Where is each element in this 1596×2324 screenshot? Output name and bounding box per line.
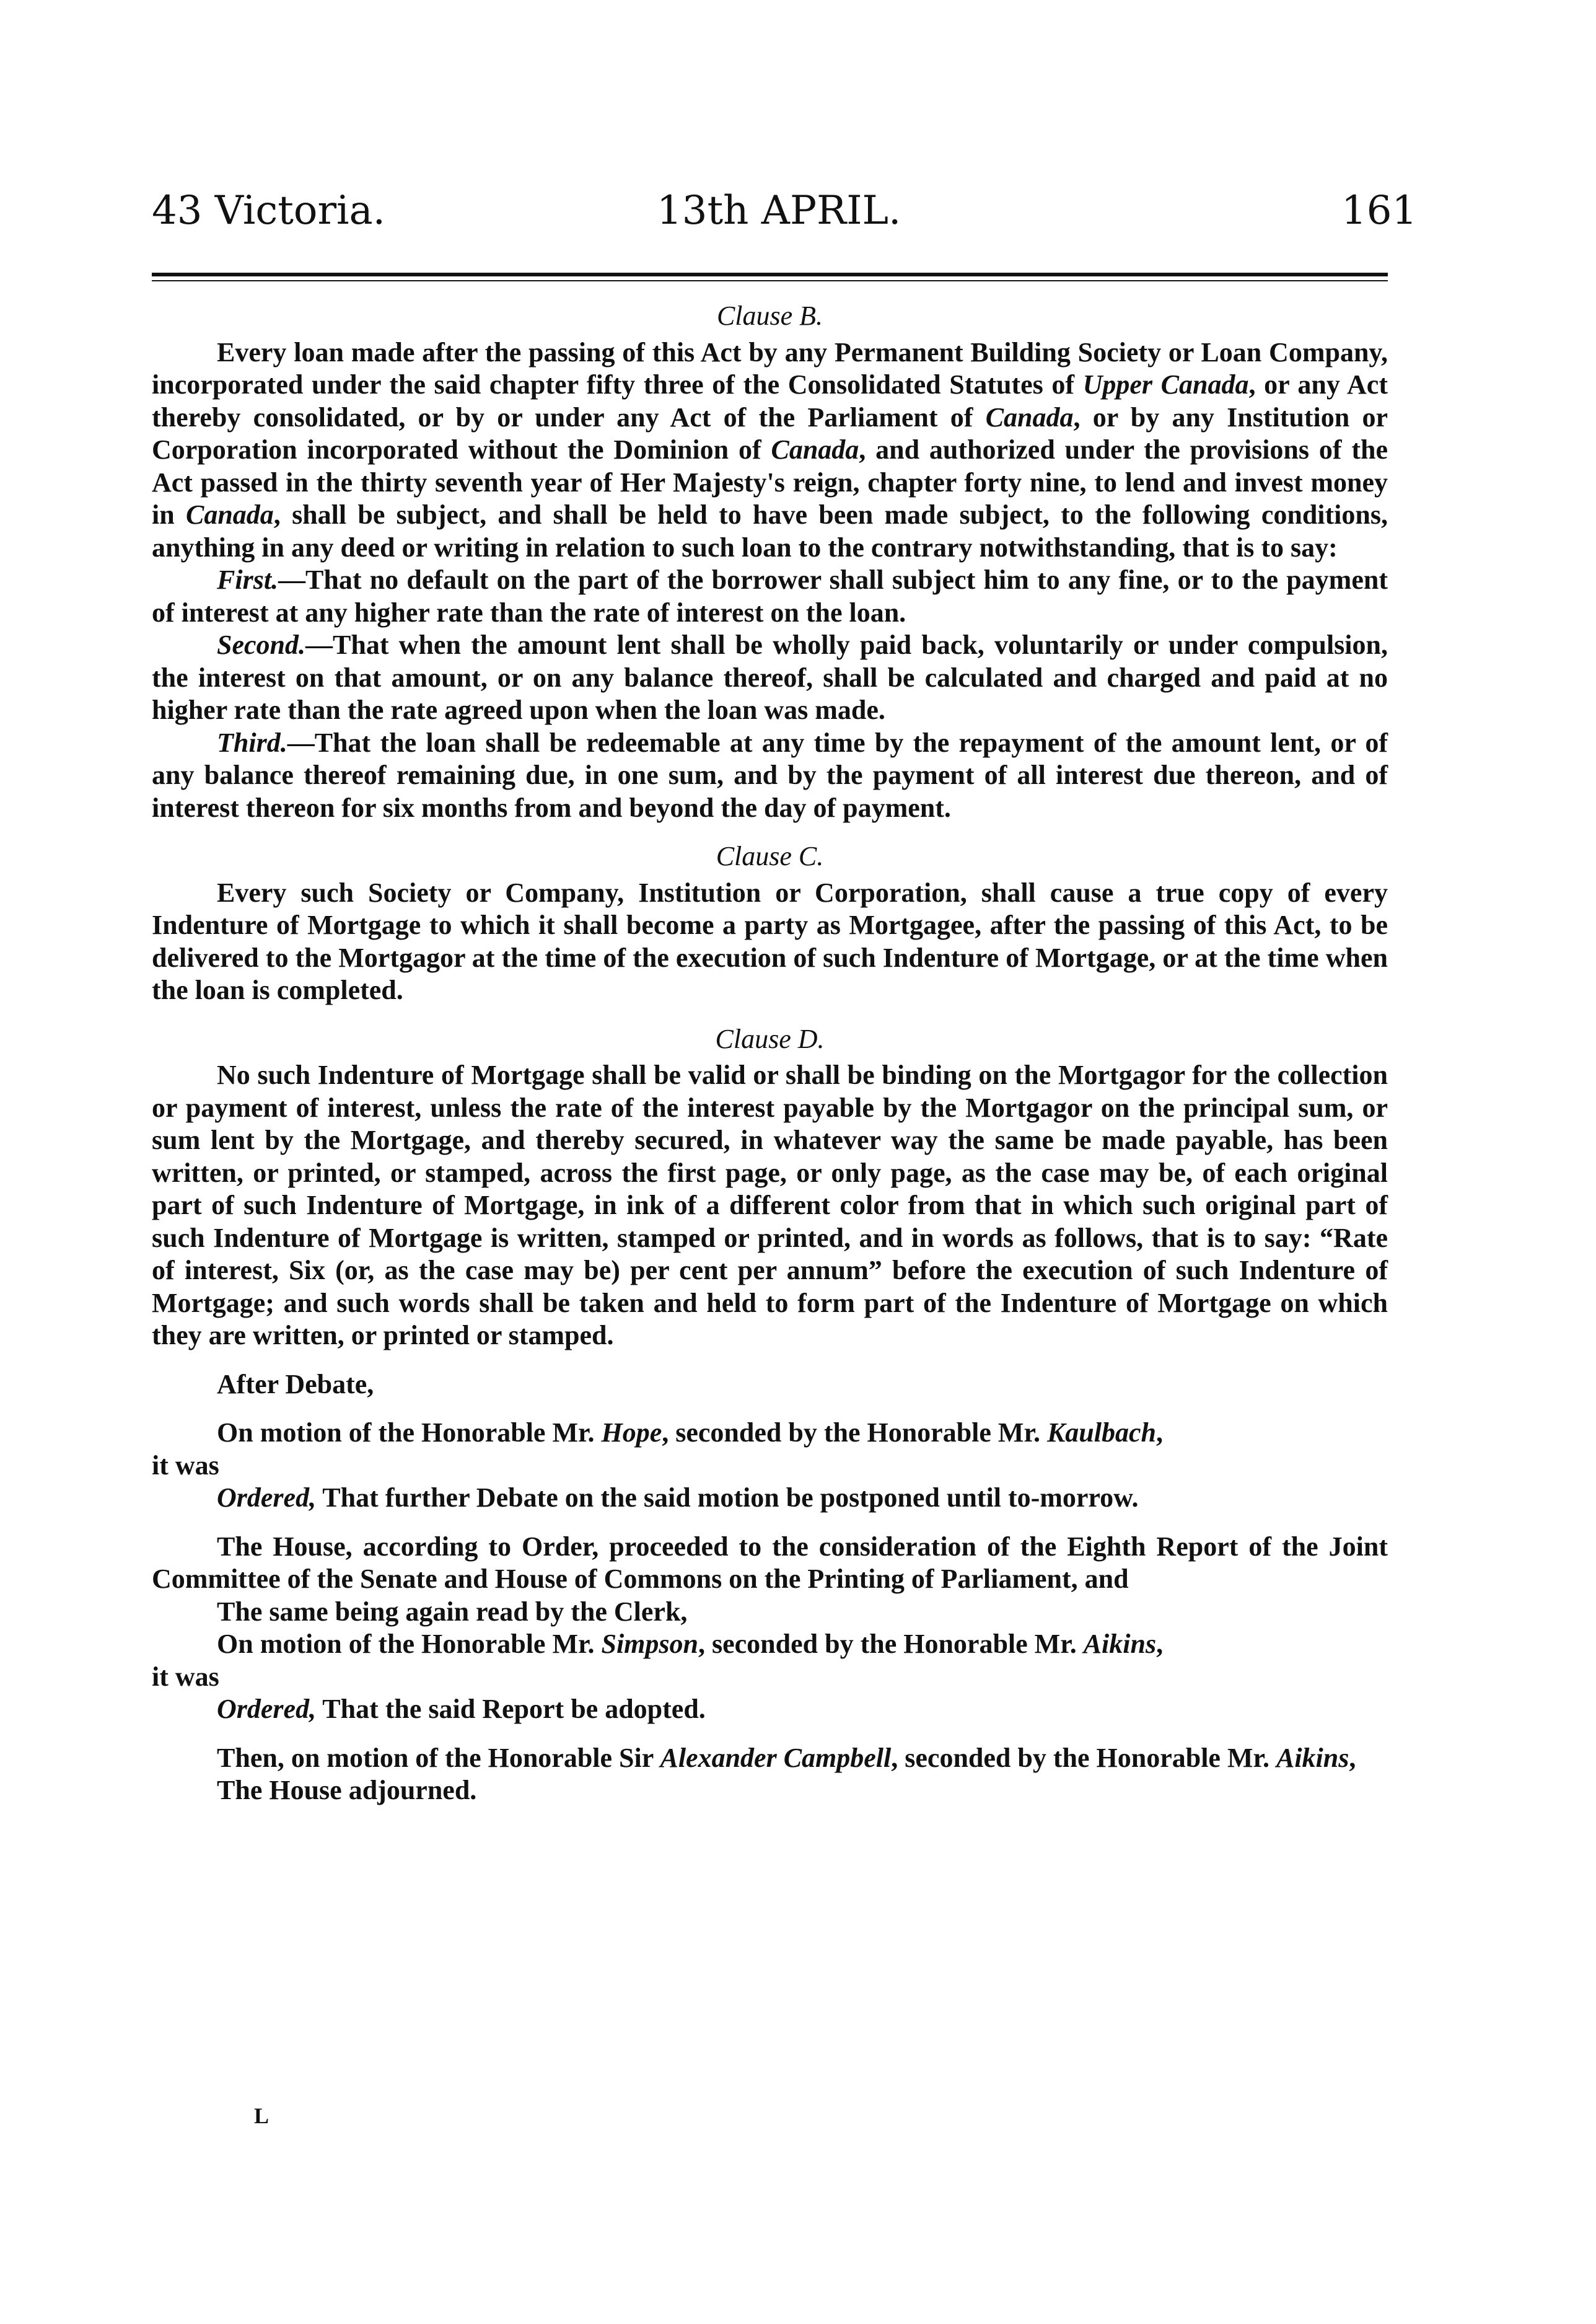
header-rule-thin — [152, 280, 1388, 281]
motion-2: On motion of the Honorable Mr. Simpson, seconded by the Honorable Mr. Aikins, — [217, 1629, 1164, 1659]
it-was-1: it was — [152, 1450, 219, 1481]
signature-mark: L — [254, 2103, 270, 2128]
clause-b-second: Second.—That when the amount lent shall be wholly paid back, voluntarily or under compulsion, the interest on that amount, or on any balance thereof, shall be calculated and charged and paid at no higher rate than the rate agreed upon when the loan was made. — [152, 630, 1388, 725]
document-body — [152, 296, 1388, 1807]
clause-b-third: Third.—That the loan shall be redeemable at any time by the repayment of the amount lent, or of any balance thereof remaining due, in one sum, and by the payment of all interest due thereon, and of interest thereon for six months from and beyond the day of payment. — [152, 727, 1388, 823]
after-debate: After Debate, — [217, 1368, 374, 1399]
same-read: The same being again read by the Clerk, — [217, 1596, 688, 1627]
ordered-1: Ordered, That further Debate on the said motion be postponed until to-morrow. — [217, 1482, 1139, 1513]
header-rule-thick — [152, 273, 1388, 276]
it-was-2: it was — [152, 1661, 219, 1692]
motion-1: On motion of the Honorable Mr. Hope, seconded by the Honorable Mr. Kaulbach, — [217, 1417, 1163, 1448]
clause-b-intro: Every loan made after the passing of this Act by any Permanent Building Society or Loan Company, incorporated under the said chapter fifty three of the Consolidated Statutes of Upper Canada, or any Act thereby consolidated, or by or under any Act of the Parliament of Canada, or by any Institution or Corporation incorporated without the Dominion of Canada, and authorized under the provisions of the Act passed in the thirty seventh year of Her Majesty's reign, chapter forty nine, to lend and invest money in Canada, shall be subject, and shall be held to have been made subject, to the following conditions, anything in any deed or writing in relation to such loan to the contrary notwithstanding, that is to say: — [152, 337, 1388, 563]
clause-c-text: Every such Society or Company, Institution or Corporation, shall cause a true copy of every Indenture of Mortgage to which it shall become a party as Mortgagee, after the passing of this Act, to be delivered to the Mortgagor at the time of the execution of such Indenture of Mortgage, or at the time when the loan is completed. — [152, 877, 1388, 1005]
clause-b-heading: Clause B. — [716, 301, 823, 331]
page-number: 161 — [1341, 188, 1418, 234]
clause-d-text: No such Indenture of Mortgage shall be valid or shall be binding on the Mortgagor for the collection or payment of interest, unless the rate of the interest payable by the Mortgagor on the principal sum, or sum lent by the Mortgage, and thereby secured, in whatever way the same be made payable, has been written, or printed, or stamped, across the first page, or only page, as the case may be, of each original part of such Indenture of Mortgage, in ink of a different color from that in which such original part of such Indenture of Mortgage is written, stamped or printed, and in words as follows, that is to say: “Rate of interest, Six (or, as the case may be) per cent per annum” before the execution of such Indenture of Mortgage; and such words shall be taken and held to form part of the Indenture of Mortgage on which they are written, or printed or stamped. — [152, 1060, 1388, 1350]
house-order: The House, according to Order, proceeded to the consideration of the Eighth Report of the Joint Committee of the Senate and House of Commons on the Printing of Parliament, and — [152, 1531, 1388, 1594]
adjournment-motion: Then, on motion of the Honorable Sir Alexander Campbell, seconded by the Honorable Mr. Aikins, — [217, 1742, 1356, 1773]
clause-c-heading: Clause C. — [716, 841, 824, 871]
header-session: 43 Victoria. — [152, 188, 385, 234]
clause-d-heading: Clause D. — [715, 1023, 825, 1054]
header-date: 13th APRIL. — [657, 188, 901, 234]
ordered-2: Ordered, That the said Report be adopted. — [217, 1694, 706, 1724]
clause-b-first: First.—That no default on the part of the borrower shall subject him to any fine, or to the payment of interest at any higher rate than the rate of interest on the loan. — [152, 565, 1388, 628]
house-adjourned: The House adjourned. — [217, 1775, 477, 1805]
